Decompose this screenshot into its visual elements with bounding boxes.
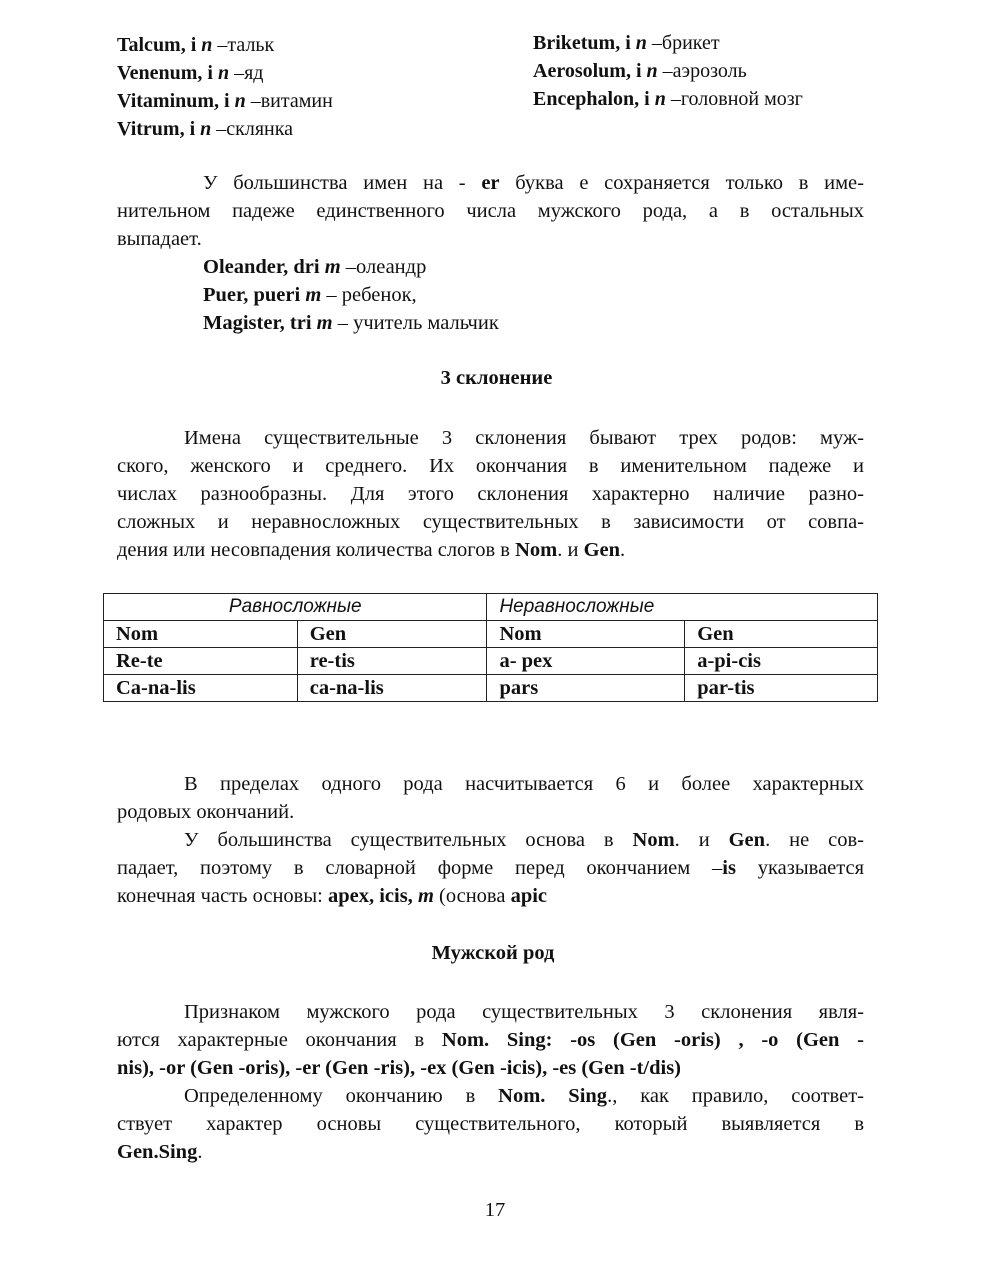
table-cell: ca-na-lis <box>297 675 487 702</box>
example-word: Oleander, dri <box>203 256 320 278</box>
text-line: родовых окончаний. <box>117 801 295 823</box>
vocab-word: Vitaminum, i <box>117 90 230 112</box>
vocab-item <box>533 29 803 57</box>
text-line <box>117 770 864 798</box>
vocab-item <box>117 87 333 115</box>
example-meaning: – учитель мальчик <box>332 312 499 334</box>
text-span: Nom. Sing <box>498 1085 608 1107</box>
table-header-cell: Nom <box>487 621 685 648</box>
example-list <box>203 253 499 337</box>
vocab-gender: n <box>217 62 230 84</box>
vocab-gender: n <box>646 60 658 82</box>
text-span: . и <box>557 539 584 561</box>
text-span: указывается <box>735 857 865 879</box>
vocab-word: Vitrum, i <box>117 118 196 140</box>
vocab-word: Talcum, i <box>117 34 197 56</box>
text-line <box>117 854 864 882</box>
table-row <box>104 648 878 675</box>
text-line <box>117 424 864 452</box>
text-line <box>117 998 864 1026</box>
example-word: Magister, tri <box>203 312 312 334</box>
text-line <box>117 1138 864 1166</box>
text-span: ., как правило, соответ- <box>607 1085 864 1107</box>
vocab-word: Briketum, i <box>533 32 631 54</box>
text-line <box>117 1026 864 1054</box>
table-group-header: Равносложные <box>104 594 487 621</box>
text-span: Nom <box>515 539 558 561</box>
paragraph-third-declension <box>117 424 864 564</box>
table-group-row <box>104 594 878 621</box>
vocab-item <box>533 85 803 113</box>
text-span: Gen.Sing <box>117 1141 198 1163</box>
text-span: ются характерные окончания в <box>117 1029 442 1051</box>
text-span: (основа <box>433 885 511 907</box>
paragraph-masculine <box>117 998 864 1166</box>
text-line: нительном падеже единственного числа мужского рода, а в остальных <box>117 200 864 222</box>
text-line <box>117 1082 864 1110</box>
paragraph-endings <box>117 770 864 910</box>
table-header-cell: Gen <box>685 621 878 648</box>
text-span: apex, icis, <box>327 885 413 907</box>
example-gender: m <box>305 284 322 306</box>
table-cell: pars <box>487 675 685 702</box>
vocab-item <box>117 59 333 87</box>
vocab-meaning: –головной мозг <box>665 88 803 110</box>
table-header-row <box>104 621 878 648</box>
table-group-header: Неравносложные <box>487 594 878 621</box>
text-line: сложных и неравносложных существительных в зависимости от совпа- <box>117 511 864 533</box>
text-line: числах разнообразны. Для этого склонения характерно наличие разно- <box>117 483 864 505</box>
example-meaning: – ребенок, <box>321 284 417 306</box>
text-span: Определенному окончанию в <box>184 1085 499 1107</box>
vocab-item <box>117 31 333 59</box>
vocab-meaning: –брикет <box>646 32 720 54</box>
example-gender: m <box>324 256 341 278</box>
text-span: er <box>481 172 500 194</box>
text-span: падает, поэтому в словарной форме перед окончанием – <box>117 857 723 879</box>
vocab-item <box>117 115 333 143</box>
table-header-cell: Nom <box>104 621 298 648</box>
text-line: выпадает. <box>117 228 202 250</box>
table-cell: a- pex <box>487 648 685 675</box>
example-meaning: –олеандр <box>340 256 427 278</box>
table-cell: Re-te <box>104 648 298 675</box>
vocab-list-right <box>533 29 803 113</box>
example-item <box>203 309 499 337</box>
table-row <box>104 675 878 702</box>
vocab-word: Encephalon, i <box>533 88 650 110</box>
vocab-meaning: –склянка <box>211 118 294 140</box>
table-cell: Ca-na-lis <box>104 675 298 702</box>
text-line: ствует характер основы существительного, который выявляется в <box>117 1113 864 1135</box>
text-span: У большинства существительных основа в <box>184 829 633 851</box>
text-span: Gen <box>728 829 766 851</box>
vocab-meaning: –тальк <box>212 34 275 56</box>
declension-table <box>103 593 878 702</box>
text-line <box>117 826 864 854</box>
vocab-gender: n <box>654 88 666 110</box>
table-header-cell: Gen <box>297 621 487 648</box>
text-span: В пределах одного рода насчитывается 6 и более характерных <box>184 773 864 795</box>
vocab-meaning: –яд <box>229 62 264 84</box>
table-cell: re-tis <box>297 648 487 675</box>
vocab-meaning: –аэрозоль <box>657 60 747 82</box>
text-span: буква е сохраняется только в име- <box>499 172 864 194</box>
vocab-list-left <box>117 31 333 143</box>
text-span: У большинства имен на - <box>203 172 482 194</box>
section-heading: 3 склонение <box>440 367 553 389</box>
text-line: ского, женского и среднего. Их окончания в именительном падеже и <box>117 455 864 477</box>
vocab-gender: n <box>201 34 213 56</box>
vocab-gender: n <box>234 90 246 112</box>
text-span: . <box>620 539 626 561</box>
table-cell: par-tis <box>685 675 878 702</box>
table-cell: a-pi-cis <box>685 648 878 675</box>
paragraph-er-rule <box>117 169 864 253</box>
vocab-word: Venenum, i <box>117 62 213 84</box>
vocab-gender: n <box>635 32 647 54</box>
text-line: nis), -or (Gen -oris), -er (Gen -ris), -ex (Gen -icis), -es (Gen -t/dis) <box>117 1057 682 1079</box>
text-line <box>117 882 864 910</box>
page-number: 17 <box>484 1199 506 1221</box>
text-span: is <box>722 857 736 879</box>
text-span: дения или несовпадения количества слогов в <box>117 539 516 561</box>
text-span: Nom. Sing: -os (Gen -oris) , -o (Gen - <box>441 1029 864 1051</box>
text-span: Nom <box>632 829 675 851</box>
text-line <box>117 536 864 564</box>
text-line <box>117 169 864 197</box>
example-item <box>203 281 499 309</box>
text-span: Признаком мужского рода существительных 3 склонения явля- <box>184 1001 864 1023</box>
text-span: apic <box>510 885 548 907</box>
text-span: Имена существительные 3 склонения бывают трех родов: муж- <box>184 427 864 449</box>
example-gender: m <box>316 312 333 334</box>
section-heading: Мужской род <box>431 942 555 964</box>
vocab-gender: n <box>200 118 212 140</box>
text-span: Gen <box>583 539 621 561</box>
vocab-word: Aerosolum, i <box>533 60 642 82</box>
text-span: . и <box>674 829 729 851</box>
text-span: . не сов- <box>765 829 864 851</box>
text-span: конечная часть основы: <box>117 885 328 907</box>
vocab-meaning: –витамин <box>245 90 333 112</box>
text-span: m <box>417 885 434 907</box>
vocab-item <box>533 57 803 85</box>
example-item <box>203 253 499 281</box>
text-span: . <box>197 1141 203 1163</box>
example-word: Puer, pueri <box>203 284 301 306</box>
